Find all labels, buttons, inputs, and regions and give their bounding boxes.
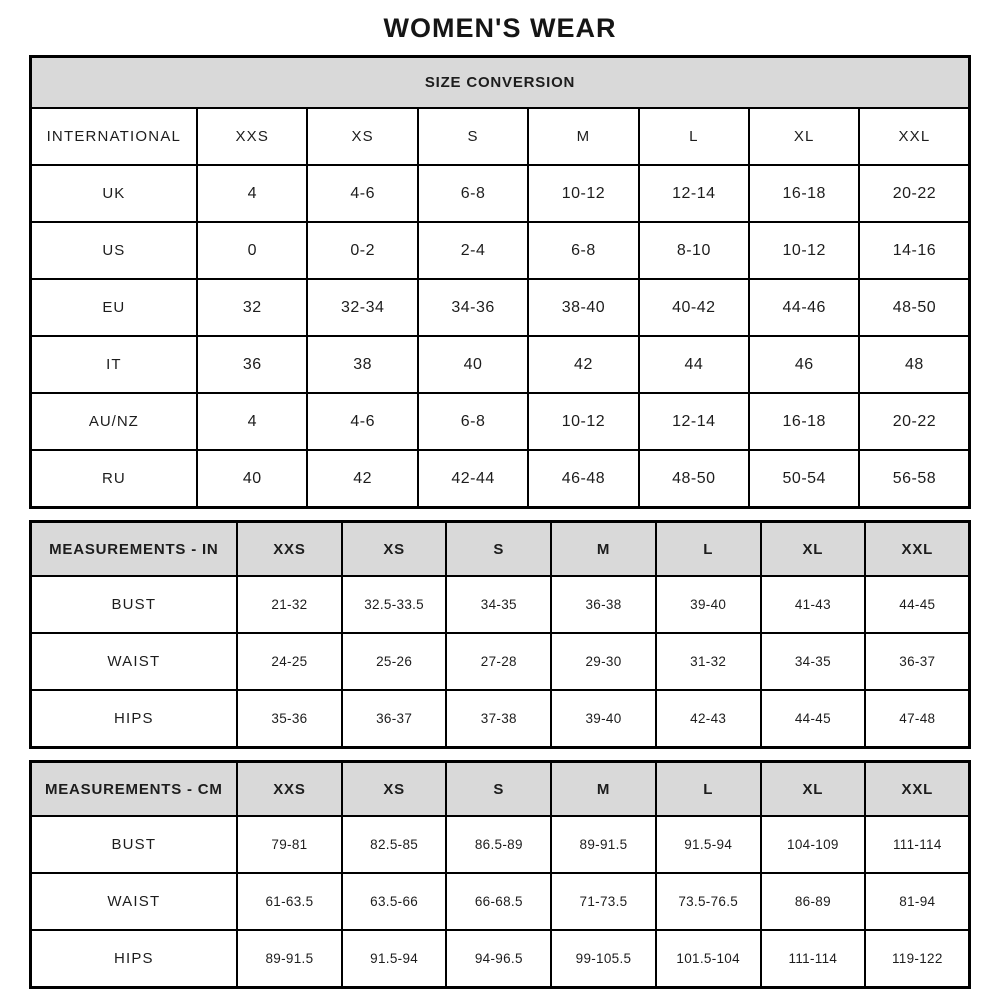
data-cell: 31-32 bbox=[656, 633, 761, 690]
data-cell: 101.5-104 bbox=[656, 930, 761, 988]
table-row bbox=[30, 873, 970, 930]
data-cell: 111-114 bbox=[761, 930, 866, 988]
data-cell: 111-114 bbox=[865, 816, 970, 873]
size-column-header: XXL bbox=[865, 762, 970, 817]
data-cell: 34-36 bbox=[418, 279, 528, 336]
data-cell: 89-91.5 bbox=[237, 930, 342, 988]
data-cell: 12-14 bbox=[639, 393, 749, 450]
data-cell: 38 bbox=[307, 336, 417, 393]
size-column-header: XXL bbox=[859, 108, 970, 165]
data-cell: 6-8 bbox=[418, 393, 528, 450]
data-cell: 89-91.5 bbox=[551, 816, 656, 873]
size-conversion-table bbox=[29, 55, 972, 509]
data-cell: 86.5-89 bbox=[446, 816, 551, 873]
data-cell: 39-40 bbox=[551, 690, 656, 748]
data-cell: 82.5-85 bbox=[342, 816, 447, 873]
size-column-header: S bbox=[446, 762, 551, 817]
measurements-cm-table bbox=[29, 760, 972, 989]
data-cell: 119-122 bbox=[865, 930, 970, 988]
data-cell: 36-37 bbox=[865, 633, 970, 690]
data-cell: 73.5-76.5 bbox=[656, 873, 761, 930]
data-cell: 44-45 bbox=[865, 576, 970, 633]
size-column-header: XS bbox=[307, 108, 417, 165]
size-column-header: XS bbox=[342, 762, 447, 817]
data-cell: 0-2 bbox=[307, 222, 417, 279]
data-cell: 61-63.5 bbox=[237, 873, 342, 930]
data-cell: 47-48 bbox=[865, 690, 970, 748]
table-row bbox=[30, 690, 970, 748]
data-cell: 32 bbox=[197, 279, 307, 336]
page-title: WOMEN'S WEAR bbox=[383, 13, 617, 43]
table-row bbox=[30, 222, 970, 279]
data-cell: 4 bbox=[197, 393, 307, 450]
data-cell: 21-32 bbox=[237, 576, 342, 633]
table-row bbox=[30, 576, 970, 633]
data-cell: 46 bbox=[749, 336, 859, 393]
data-cell: 63.5-66 bbox=[342, 873, 447, 930]
data-cell: 38-40 bbox=[528, 279, 638, 336]
measurements-in-table bbox=[29, 520, 972, 749]
data-cell: 36-38 bbox=[551, 576, 656, 633]
row-label: WAIST bbox=[30, 633, 237, 690]
data-cell: 8-10 bbox=[639, 222, 749, 279]
data-cell: 41-43 bbox=[761, 576, 866, 633]
table-title-row bbox=[30, 57, 970, 109]
size-column-header: L bbox=[639, 108, 749, 165]
table-row bbox=[30, 633, 970, 690]
data-cell: 32.5-33.5 bbox=[342, 576, 447, 633]
data-cell: 4-6 bbox=[307, 165, 417, 222]
row-label: HIPS bbox=[30, 690, 237, 748]
data-cell: 39-40 bbox=[656, 576, 761, 633]
data-cell: 91.5-94 bbox=[342, 930, 447, 988]
data-cell: 42-43 bbox=[656, 690, 761, 748]
data-cell: 48-50 bbox=[639, 450, 749, 508]
table-row bbox=[30, 816, 970, 873]
size-column-header: M bbox=[528, 108, 638, 165]
data-cell: 86-89 bbox=[761, 873, 866, 930]
size-column-header: XXS bbox=[197, 108, 307, 165]
row-label: AU/NZ bbox=[30, 393, 197, 450]
data-cell: 10-12 bbox=[528, 165, 638, 222]
data-cell: 4 bbox=[197, 165, 307, 222]
data-cell: 37-38 bbox=[446, 690, 551, 748]
data-cell: 36-37 bbox=[342, 690, 447, 748]
data-cell: 40-42 bbox=[639, 279, 749, 336]
data-cell: 71-73.5 bbox=[551, 873, 656, 930]
data-cell: 42 bbox=[528, 336, 638, 393]
size-column-header: S bbox=[418, 108, 528, 165]
table-row bbox=[30, 279, 970, 336]
data-cell: 16-18 bbox=[749, 393, 859, 450]
data-cell: 16-18 bbox=[749, 165, 859, 222]
data-cell: 56-58 bbox=[859, 450, 970, 508]
size-column-header: XL bbox=[761, 522, 866, 577]
table-label-header: INTERNATIONAL bbox=[30, 108, 197, 165]
data-cell: 79-81 bbox=[237, 816, 342, 873]
data-cell: 34-35 bbox=[761, 633, 866, 690]
table-row bbox=[30, 336, 970, 393]
table-row bbox=[30, 165, 970, 222]
data-cell: 34-35 bbox=[446, 576, 551, 633]
table-label-header: MEASUREMENTS - CM bbox=[30, 762, 237, 817]
data-cell: 44-46 bbox=[749, 279, 859, 336]
table-label-header: MEASUREMENTS - IN bbox=[30, 522, 237, 577]
size-column-header: XL bbox=[761, 762, 866, 817]
row-label: UK bbox=[30, 165, 197, 222]
data-cell: 27-28 bbox=[446, 633, 551, 690]
data-cell: 42 bbox=[307, 450, 417, 508]
data-cell: 10-12 bbox=[749, 222, 859, 279]
row-label: EU bbox=[30, 279, 197, 336]
table-row bbox=[30, 930, 970, 988]
data-cell: 94-96.5 bbox=[446, 930, 551, 988]
data-cell: 25-26 bbox=[342, 633, 447, 690]
data-cell: 81-94 bbox=[865, 873, 970, 930]
data-cell: 44 bbox=[639, 336, 749, 393]
data-cell: 48 bbox=[859, 336, 970, 393]
data-cell: 44-45 bbox=[761, 690, 866, 748]
data-cell: 20-22 bbox=[859, 165, 970, 222]
data-cell: 6-8 bbox=[418, 165, 528, 222]
data-cell: 35-36 bbox=[237, 690, 342, 748]
size-column-header: XXS bbox=[237, 762, 342, 817]
data-cell: 40 bbox=[197, 450, 307, 508]
data-cell: 24-25 bbox=[237, 633, 342, 690]
data-cell: 99-105.5 bbox=[551, 930, 656, 988]
size-column-header: M bbox=[551, 522, 656, 577]
row-label: RU bbox=[30, 450, 197, 508]
data-cell: 29-30 bbox=[551, 633, 656, 690]
data-cell: 36 bbox=[197, 336, 307, 393]
size-column-header: L bbox=[656, 762, 761, 817]
column-header-row bbox=[30, 522, 970, 577]
row-label: US bbox=[30, 222, 197, 279]
data-cell: 14-16 bbox=[859, 222, 970, 279]
data-cell: 66-68.5 bbox=[446, 873, 551, 930]
row-label: WAIST bbox=[30, 873, 237, 930]
data-cell: 50-54 bbox=[749, 450, 859, 508]
row-label: BUST bbox=[30, 816, 237, 873]
size-column-header: XXS bbox=[237, 522, 342, 577]
size-column-header: XXL bbox=[865, 522, 970, 577]
data-cell: 40 bbox=[418, 336, 528, 393]
data-cell: 4-6 bbox=[307, 393, 417, 450]
row-label: IT bbox=[30, 336, 197, 393]
data-cell: 48-50 bbox=[859, 279, 970, 336]
size-column-header: XS bbox=[342, 522, 447, 577]
size-column-header: XL bbox=[749, 108, 859, 165]
data-cell: 0 bbox=[197, 222, 307, 279]
data-cell: 42-44 bbox=[418, 450, 528, 508]
table-row bbox=[30, 393, 970, 450]
size-column-header: M bbox=[551, 762, 656, 817]
table-title: SIZE CONVERSION bbox=[30, 57, 970, 109]
data-cell: 2-4 bbox=[418, 222, 528, 279]
data-cell: 91.5-94 bbox=[656, 816, 761, 873]
data-cell: 32-34 bbox=[307, 279, 417, 336]
size-column-header: S bbox=[446, 522, 551, 577]
data-cell: 46-48 bbox=[528, 450, 638, 508]
size-column-header: L bbox=[656, 522, 761, 577]
row-label: BUST bbox=[30, 576, 237, 633]
data-cell: 104-109 bbox=[761, 816, 866, 873]
data-cell: 6-8 bbox=[528, 222, 638, 279]
table-row bbox=[30, 450, 970, 508]
data-cell: 10-12 bbox=[528, 393, 638, 450]
data-cell: 12-14 bbox=[639, 165, 749, 222]
row-label: HIPS bbox=[30, 930, 237, 988]
column-header-row bbox=[30, 762, 970, 817]
column-header-row bbox=[30, 108, 970, 165]
data-cell: 20-22 bbox=[859, 393, 970, 450]
